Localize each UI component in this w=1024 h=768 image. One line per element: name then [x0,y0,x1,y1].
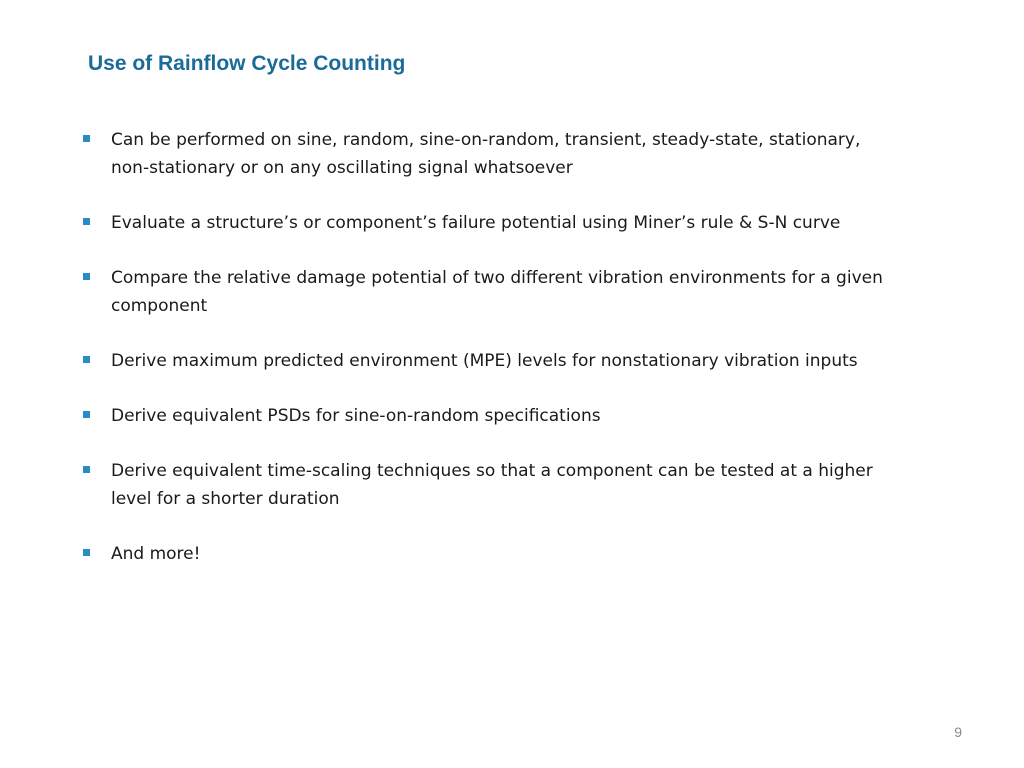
square-bullet-icon [83,356,90,363]
bullet-text: Derive maximum predicted environment (MPE) levels for nonstationary vibration inputs [111,351,858,371]
square-bullet-icon [83,549,90,556]
bullet-text: Derive equivalent PSDs for sine-on-random specifications [111,406,601,426]
bullet-text: Can be performed on sine, random, sine-on-random, transient, steady-state, stationary, non-stationary or on any oscillating signal whatsoever [111,130,861,178]
bullet-text: And more! [111,544,201,564]
bullet-item-6 [0,457,901,513]
bullet-text: Evaluate a structure’s or component’s failure potential using Miner’s rule & S-N curve [111,213,841,233]
square-bullet-icon [83,273,90,280]
bullet-text: Derive equivalent time-scaling techniques so that a component can be tested at a higher level for a shorter duration [111,461,873,509]
slide-title: Use of Rainflow Cycle Counting [88,52,406,75]
bullet-list [0,126,1024,595]
bullet-text: Compare the relative damage potential of two different vibration environments for a given component [111,268,883,316]
square-bullet-icon [83,466,90,473]
bullet-item-4 [0,347,901,375]
bullet-item-1 [0,126,901,182]
bullet-item-3 [0,264,901,320]
bullet-item-2 [0,209,901,237]
square-bullet-icon [83,135,90,142]
page-number: 9 [954,724,962,740]
square-bullet-icon [83,411,90,418]
bullet-item-7 [0,540,901,568]
square-bullet-icon [83,218,90,225]
bullet-item-5 [0,402,901,430]
